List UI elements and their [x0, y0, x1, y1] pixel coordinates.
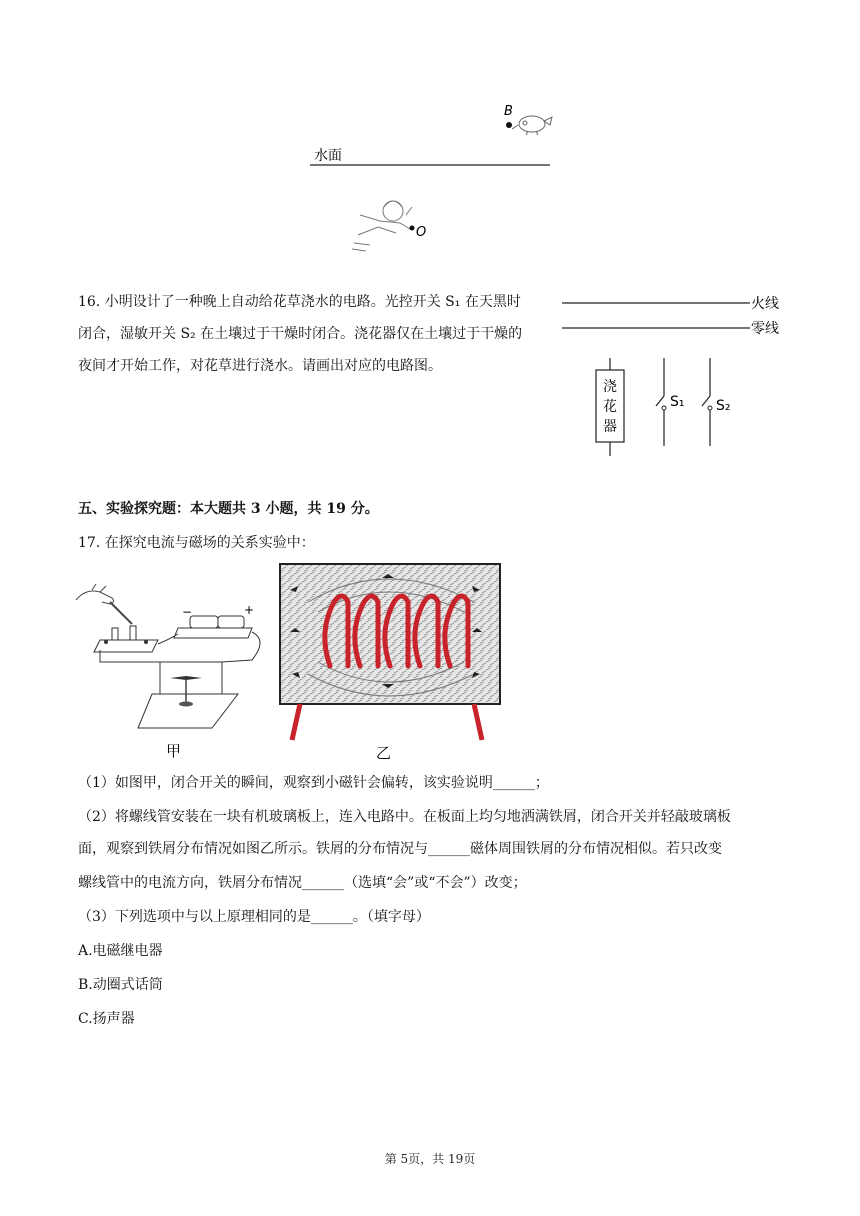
- label-water: 水面: [314, 148, 342, 164]
- live-wire-label: 火线: [751, 296, 779, 312]
- battery-minus-label: −: [182, 605, 193, 619]
- battery-1: [190, 616, 218, 628]
- figure-yi-label: 乙: [376, 744, 392, 762]
- battery-board: [174, 628, 252, 638]
- q17-part2-line1: （2）将螺线管安装在一块有机玻璃板上，连入电路中。在板面上均匀地洒满铁屑，闭合开关并轻敲玻璃板: [78, 809, 731, 825]
- section5-heading: 五、实验探究题：本大题共 3 小题，共 19 分。: [78, 501, 379, 517]
- device-char-2: 花: [603, 399, 617, 415]
- hand-icon: [76, 584, 114, 604]
- label-b: B: [504, 104, 513, 119]
- q17-part1: （1）如图甲，闭合开关的瞬间，观察到小磁针会偏转，该实验说明______；: [78, 775, 549, 791]
- q17-part2-line2: 面，观察到铁屑分布情况如图乙所示。铁屑的分布情况与______磁体周围铁屑的分布情况相似。若只改变: [78, 841, 722, 857]
- point-o: [410, 226, 415, 231]
- figure-jia-svg: [72, 580, 272, 760]
- figure-jia-label: 甲: [166, 742, 182, 760]
- q16-line3: 夜间才开始工作，对花草进行浇水。请画出对应的电路图。: [78, 358, 442, 374]
- stand-leg-left: [292, 704, 300, 740]
- compass-board: [138, 694, 238, 728]
- device-char-3: 器: [603, 419, 617, 435]
- point-b: [506, 122, 512, 128]
- q17-option-a: A.电磁继电器: [78, 943, 163, 959]
- stand-leg-right: [474, 704, 482, 740]
- switch-board: [94, 640, 158, 652]
- battery-plus-label: +: [244, 603, 255, 617]
- battery-2: [218, 616, 244, 628]
- switch-s2-label: S₂: [716, 398, 731, 414]
- figure-yi-svg: [278, 562, 502, 762]
- neutral-wire-label: 零线: [751, 321, 779, 337]
- refraction-figure: [300, 95, 570, 265]
- q16-line1: 16. 小明设计了一种晚上自动给花草浇水的电路。光控开关 S₁ 在天黑时: [78, 294, 521, 310]
- q17-stem: 17. 在探究电流与磁场的关系实验中：: [78, 535, 315, 551]
- switch-s2: [702, 358, 712, 446]
- q17-option-b: B.动圈式话筒: [78, 977, 163, 993]
- q17-part3: （3）下列选项中与以上原理相同的是______。（填字母）: [78, 909, 430, 925]
- diver-icon: [352, 201, 412, 251]
- q16-circuit: [558, 290, 788, 460]
- page-footer: 第 5页，共 19页: [384, 1152, 476, 1166]
- figure-yi: [278, 562, 502, 762]
- q16-line2: 闭合，湿敏开关 S₂ 在土壤过于干燥时闭合。浇花器仅在土壤过于干燥的: [78, 326, 523, 342]
- label-o: O: [416, 225, 427, 240]
- q17-option-c: C.扬声器: [78, 1011, 135, 1027]
- refraction-figure-svg: [300, 95, 570, 265]
- bird-icon: [512, 116, 552, 135]
- q16-circuit-svg: [558, 290, 788, 460]
- switch-s1: [656, 358, 666, 446]
- switch-lever: [110, 602, 132, 624]
- switch-s1-label: S₁: [670, 394, 685, 410]
- device-char-1: 浇: [603, 379, 617, 395]
- q17-part2-line3: 螺线管中的电流方向，铁屑分布情况______（选填“会”或“不会”）改变；: [78, 875, 527, 891]
- figure-jia: [72, 580, 272, 760]
